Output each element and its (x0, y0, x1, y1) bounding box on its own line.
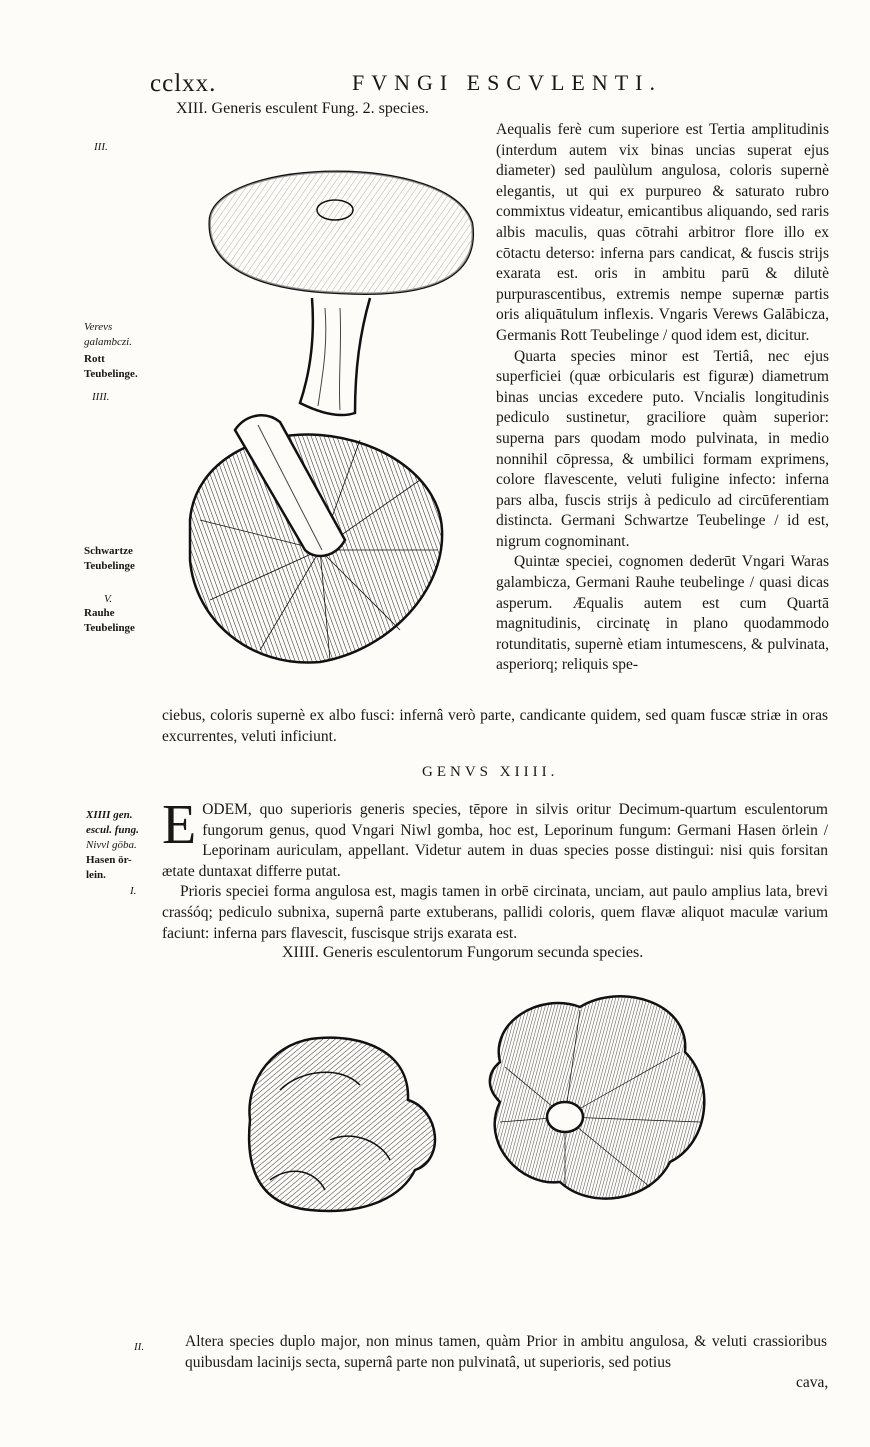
illustration-mushroom-side (200, 148, 480, 428)
margin-note-genus14-3: Nivvl göba. (86, 839, 137, 851)
margin-numeral-iiii: IIII. (92, 391, 110, 403)
running-title: FVNGI ESCVLENTI. (352, 70, 662, 95)
paragraph-quinta-continued: ciebus, coloris supernè ex albo fusci: infernâ verò parte, candicante quidem, sed quam fuscæ striæ in oras excurrentes, veluti inficiunt. (162, 707, 828, 745)
margin-note-rott: Rott Teubelinge. (84, 353, 138, 380)
figure-caption-genus14: XIIII. Generis esculentorum Fungorum secunda species. (282, 944, 644, 961)
paragraph-quinta: Quintæ speciei, cognomen dederūt Vngari Waras galambicza, Germani Rauhe teubelinge / quasi dicas asperum. Æqualis autem est cum Quartā magnitudinis, circinatę in plano quodammodo rotunditatis, supernè etiam intumescens, & pulvinata, asperiorq; reliquis spe- (496, 553, 829, 674)
paragraph-tertia: Aequalis ferè cum superiore est Tertia amplitudinis (interdum autem vix binas uncias superat ejus diameter) sed paulùlum angulosa, coloris supernè elegantis, ut qui ex purpureo & saturato rubro commixtus videatur, emicantibus aliquando, sed raris albis maculis, quas cōtrahi arbitror flore illo ex cōtactu deterso: inferna pars candicat, & fuscis strijs exarata est. oris in ambitu parū & dilutè purpurascentibus, extremis nempe supernæ partis oris aliquātulum inflexis. Vngaris Verews Galābicza, Germanis Rott Teubelinge / quod idem est, dicitur. (496, 121, 829, 344)
margin-note-genus14-1: XIIII gen. (86, 809, 133, 821)
margin-numeral-ii: II. (134, 1341, 145, 1353)
margin-note-rauhe: Rauhe Teubelinge (84, 607, 135, 634)
genus-heading: GENVS XIIII. (422, 764, 559, 780)
figure-caption-genus13: XIII. Generis esculent Fung. 2. species. (176, 100, 429, 117)
margin-numeral-iii: III. (94, 141, 108, 153)
drop-cap: E (162, 794, 197, 856)
margin-note-hasen: Hasen ör-lein. (86, 854, 132, 881)
paragraph-prioris: Prioris speciei forma angulosa est, magis tamen in orbē circinata, unciam, aut paulo amplius lata, brevi crasśóq; pediculo subnixa, supernâ parte extuberans, pallidi coloris, quem flavæ aliquot maculæ varium faciunt: inferna pars flavescit, fuscisque strijs exarata est. (162, 883, 828, 942)
margin-note-verews: Verevs galambczi. (84, 321, 132, 348)
genus14-body (162, 794, 828, 944)
text-column-right (496, 120, 829, 676)
paragraph-altera: Altera species duplo major, non minus tamen, quàm Prior in ambitu angulosa, & veluti crassioribus quibusdam lacinijs secta, supernâ parte non pulvinatâ, ut superioris, sed potius (185, 1333, 827, 1371)
catchword: cava, (796, 1374, 829, 1391)
paragraph-genus14-intro: ODEM, quo superioris generis species, tēpore in silvis oritur Decimum-quartum esculentorum fungorum genus, quod Vngari Niwl gomba, hoc est, Leporinum fungum: Germani Hasen örlein / Leporinam auriculam, appellant. Videtur autem in duas species posse distingui: nisi quis forsitan ætate duntaxat differre putat. (162, 801, 828, 880)
margin-numeral-i: I. (130, 885, 137, 897)
illustration-lumpy-mushroom (240, 1030, 450, 1220)
paragraph-quarta: Quarta species minor est Tertiâ, nec ejus superficiei (quæ orbicularis est figuræ) diametrum binas uncias excedere puto. Vncialis longitudinis pediculo sustinetur, graciliore quàm superior: superna pars quodam modo pulvinata, in medio nonnihil cōpressa, & umbilici formam exprimens, colore flavescente, veluti fuligine infecto: inferna pars alba, fuscis strijs à pediculo ad circūferentiam distincta. Germani Schwartze Teubelinge / id est, nigrum cognominant. (496, 347, 829, 550)
illustration-wavy-mushroom (480, 982, 720, 1212)
illustration-mushroom-gills (170, 400, 450, 670)
margin-note-genus14-2: escul. fung. (86, 824, 139, 836)
margin-numeral-v: V. (104, 593, 113, 605)
page-number: cclxx. (150, 70, 217, 97)
margin-note-schwarze: Schwartze Teubelinge (84, 545, 135, 572)
